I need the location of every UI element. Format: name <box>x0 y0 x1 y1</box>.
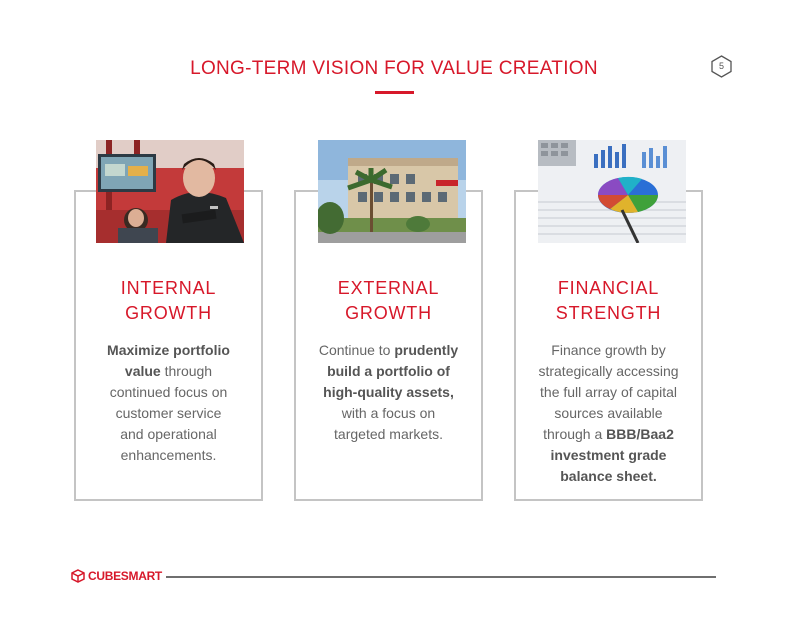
logo-wordmark: CUBESMART <box>88 569 162 583</box>
card-heading-internal: INTERNAL GROWTH <box>120 278 217 323</box>
footer-divider <box>166 576 716 578</box>
card-body-internal: Maximize portfolio value through continued focus on customer service and operational enhancements. <box>107 342 230 463</box>
card-heading-external: EXTERNAL GROWTH <box>337 278 440 323</box>
cube-icon <box>71 569 85 583</box>
title-underline <box>375 91 414 94</box>
store-employee-photo <box>96 140 244 243</box>
page-number-badge <box>710 55 733 78</box>
card-body-external: Continue to prudently build a portfolio of high-quality assets, with a focus on targeted markets. <box>318 342 459 442</box>
card-heading-financial: FINANCIAL STRENGTH <box>555 278 662 323</box>
card-body-financial: Finance growth by strategically accessing the full array of capital sources available through a BBB/Baa2 investment grade balance sheet. <box>538 342 679 484</box>
storage-facility-photo <box>318 140 466 243</box>
cubesmart-logo <box>71 567 162 585</box>
page-title: LONG-TERM VISION FOR VALUE CREATION <box>190 58 598 79</box>
financial-charts-photo <box>538 140 686 243</box>
page-number: 5 <box>718 61 724 71</box>
